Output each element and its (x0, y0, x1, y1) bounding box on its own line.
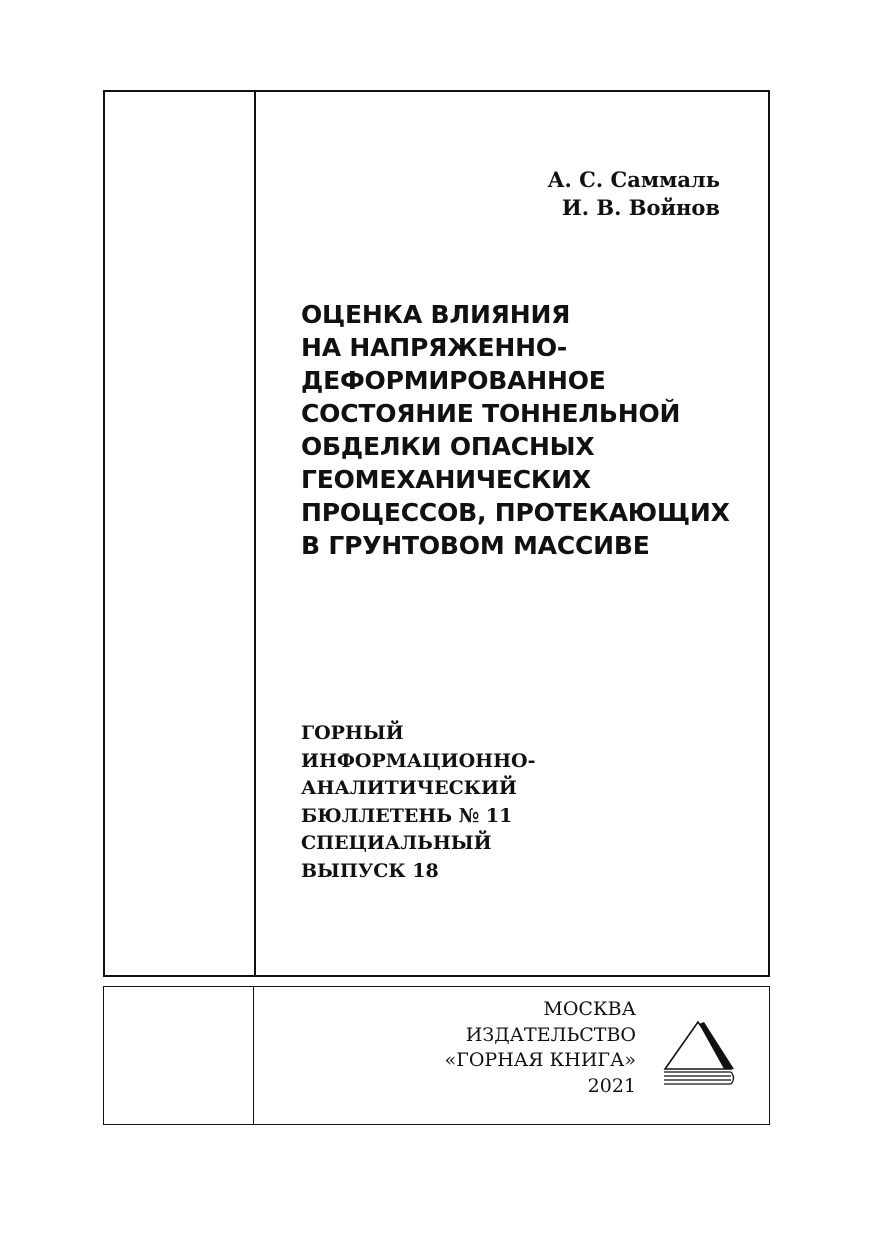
series-block (301, 720, 535, 885)
imprint-year: 2021 (587, 1074, 636, 1097)
imprint-block (445, 997, 636, 1099)
series-line: БЮЛЛЕТЕНЬ № 11 (301, 804, 513, 827)
spine-divider (253, 987, 254, 1124)
title-line: ПРОЦЕССОВ, ПРОТЕКАЮЩИХ (301, 498, 730, 527)
title-line: ДЕФОРМИРОВАННОЕ (301, 366, 606, 395)
title-line: ГЕОМЕХАНИЧЕСКИХ (301, 465, 591, 494)
title-line: В ГРУНТОВОМ МАССИВЕ (301, 531, 650, 560)
author-1: А. С. Саммаль (547, 167, 720, 192)
title-line: СОСТОЯНИЕ ТОННЕЛЬНОЙ (301, 399, 681, 428)
imprint-publisher-label: ИЗДАТЕЛЬСТВО (465, 1023, 636, 1046)
series-line: АНАЛИТИЧЕСКИЙ (301, 777, 517, 799)
publisher-logo-icon (663, 1018, 735, 1094)
title-page-frame (103, 90, 770, 977)
book-title (301, 298, 741, 562)
title-line: ОБДЕЛКИ ОПАСНЫХ (301, 432, 595, 461)
authors-block (547, 166, 720, 222)
imprint-publisher-name: «ГОРНАЯ КНИГА» (444, 1049, 636, 1071)
imprint-city: МОСКВА (543, 998, 636, 1020)
imprint-frame (103, 986, 770, 1125)
title-line: НА НАПРЯЖЕННО- (301, 333, 568, 362)
series-line: ГОРНЫЙ (301, 722, 404, 744)
author-2: И. В. Войнов (561, 195, 720, 220)
spine-divider (254, 92, 256, 975)
series-line: ИНФОРМАЦИОННО- (301, 749, 536, 772)
title-line: ОЦЕНКА ВЛИЯНИЯ (301, 300, 571, 329)
series-line: СПЕЦИАЛЬНЫЙ (301, 832, 492, 854)
series-line: ВЫПУСК 18 (301, 859, 439, 882)
